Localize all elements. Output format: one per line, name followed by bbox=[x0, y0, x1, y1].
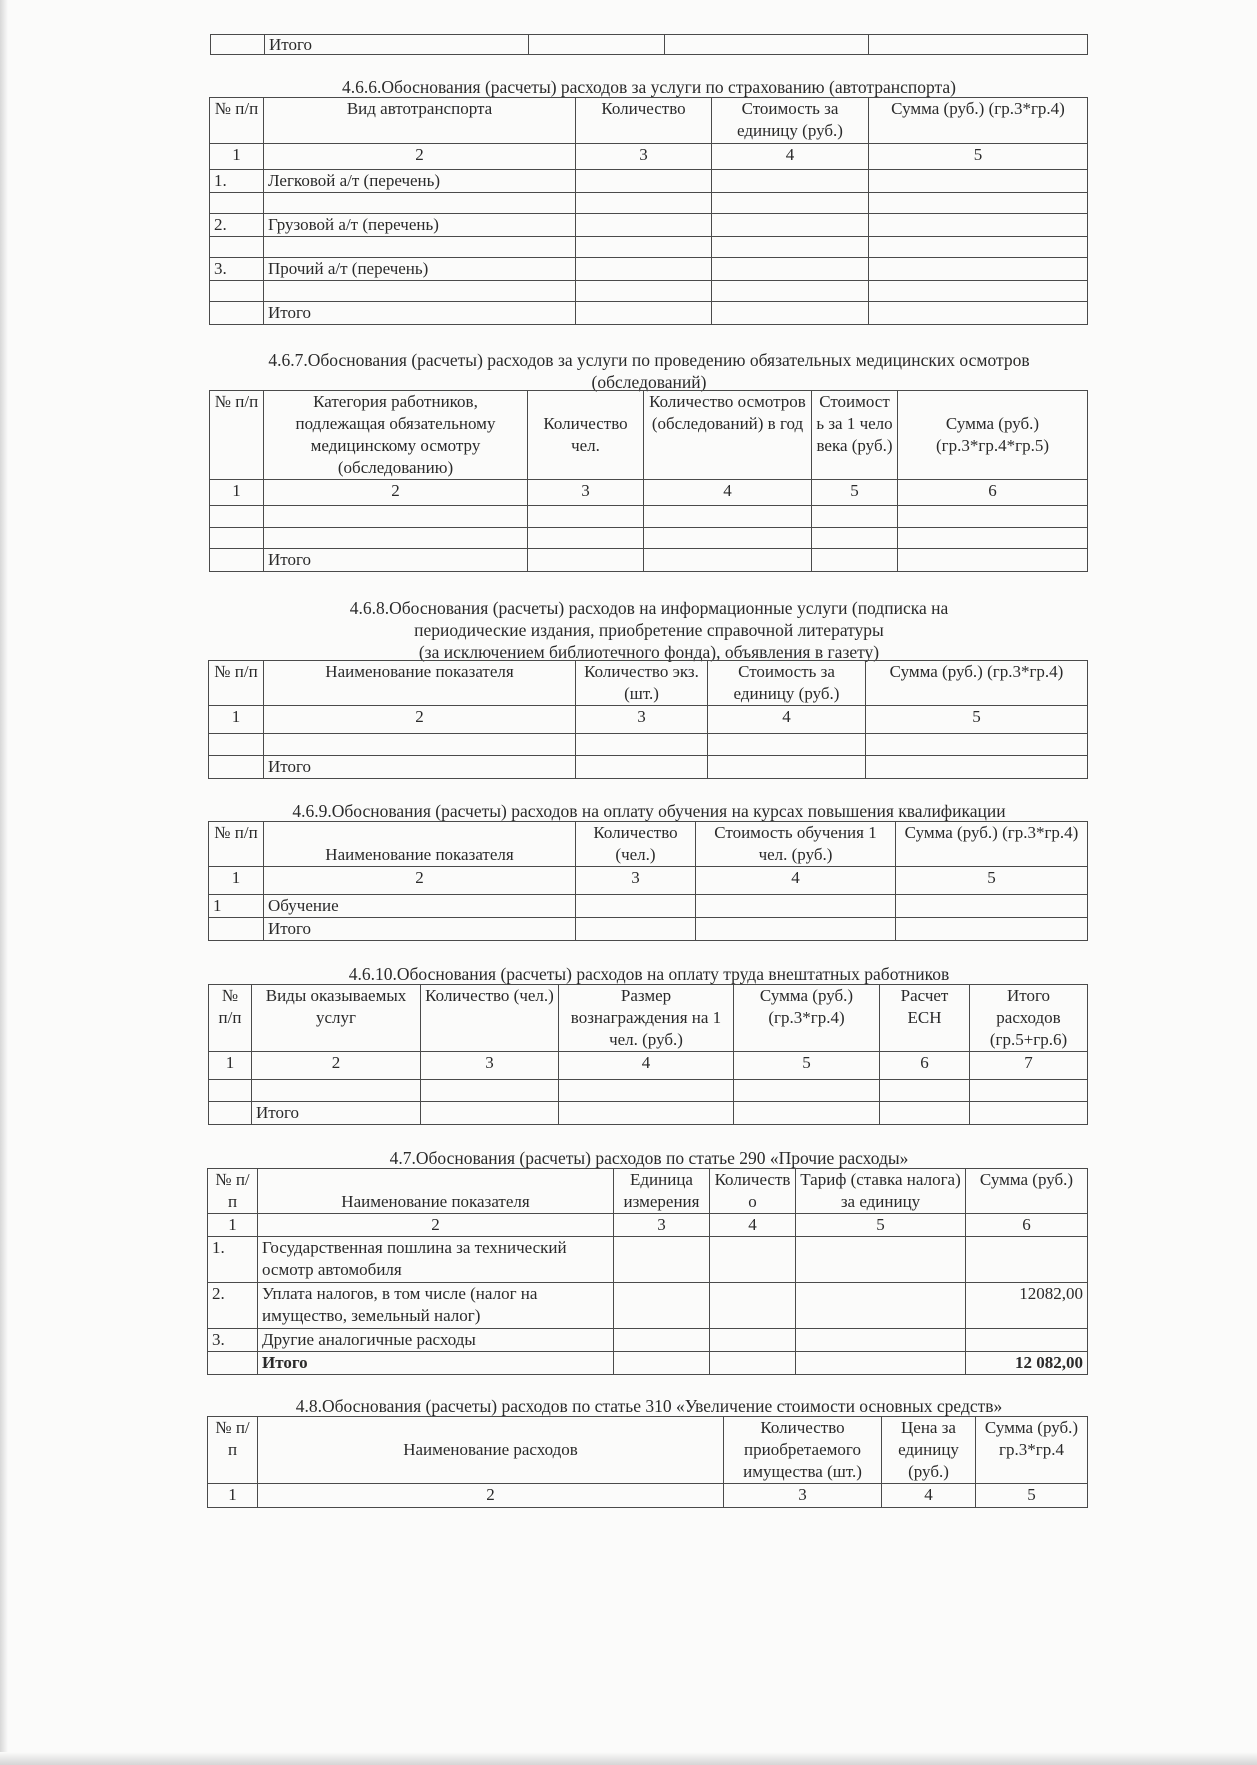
table-4-6-6 bbox=[209, 97, 1088, 325]
col-header: Стоимость за единицу (руб.) bbox=[712, 98, 869, 144]
itogo-label: Итого bbox=[264, 549, 528, 572]
table-row: 2. Уплата налогов, в том числе (налог на имущество, земельный налог) 12082,00 bbox=[208, 1283, 1088, 1329]
col-header: Сумма (руб.) (гр.3*гр.4) bbox=[869, 98, 1088, 144]
col-header: № п/п bbox=[210, 391, 264, 480]
itogo-sum: 12 082,00 bbox=[966, 1352, 1088, 1375]
col-header: Категория работников, подлежащая обязательному медицинскому осмотру (обследованию) bbox=[264, 391, 528, 480]
col-header: Количество осмотров (обследований) в год bbox=[644, 391, 812, 480]
col-number: 1 bbox=[210, 144, 264, 170]
section-title-4-6-8: 4.6.8.Обоснования (расчеты) расходов на информационные услуги (подписка на периодические издания, приобретение справочной литературы (за исключением библиотечного фонда), объявления в газету) bbox=[349, 598, 949, 662]
col-number: 3 bbox=[576, 144, 712, 170]
section-title-4-7: 4.7.Обоснования (расчеты) расходов по статье 290 «Прочие расходы» bbox=[389, 1148, 909, 1168]
section-title-4-6-9: 4.6.9.Обоснования (расчеты) расходов на оплату обучения на курсах повышения квалификации bbox=[292, 801, 1006, 821]
section-title-4-8: 4.8.Обоснования (расчеты) расходов по статье 310 «Увеличение стоимости основных средств» bbox=[295, 1396, 1003, 1416]
col-number: 2 bbox=[264, 144, 576, 170]
col-header: Сумма (руб.) (гр.3*гр.4*гр.5) bbox=[898, 391, 1088, 480]
table-4-6-10: № п/п Виды оказываемых услуг Количество (чел.) Размер вознаграждения на 1 чел. (руб.) Сумма (руб.) (гр.3*гр.4) Расчет ЕСН Итого расходов (гр.5+гр.6) 1 2 3 4 5 6 7 Итого bbox=[208, 984, 1088, 1125]
itogo-label: Итого bbox=[264, 302, 576, 325]
table-row: 3. Прочий а/т (перечень) bbox=[210, 258, 1088, 281]
itogo-label: Итого bbox=[265, 35, 529, 55]
scan-left-edge bbox=[0, 0, 8, 1765]
table-row: 3. Другие аналогичные расходы bbox=[208, 1329, 1088, 1352]
table-4-8: № п/п Наименование расходов Количество приобретаемого имущества (шт.) Цена за единицу (руб.) Сумма (руб.) гр.3*гр.4 1 2 3 4 5 bbox=[207, 1416, 1088, 1508]
itogo-label: Итого bbox=[258, 1352, 614, 1375]
table-4-6-9: № п/п Наименование показателя Количество (чел.) Стоимость обучения 1 чел. (руб.) Сумма (руб.) (гр.3*гр.4) 1 2 3 4 5 1 Обучение Итого bbox=[208, 821, 1088, 941]
col-header: Количество bbox=[576, 98, 712, 144]
itogo-label: Итого bbox=[252, 1102, 421, 1125]
col-header: № п/п bbox=[210, 98, 264, 144]
col-number: 4 bbox=[712, 144, 869, 170]
section-title-4-6-7: 4.6.7.Обоснования (расчеты) расходов за услуги по проведению обязательных медицинских осмотров (обследований) bbox=[268, 350, 1030, 392]
itogo-label: Итого bbox=[264, 918, 576, 941]
scan-bottom-edge bbox=[0, 1752, 1257, 1765]
table-row: 1. Легковой а/т (перечень) bbox=[210, 170, 1088, 193]
table-row: 1 Обучение bbox=[209, 895, 1088, 918]
table-4-6-8: № п/п Наименование показателя Количество экз. (шт.) Стоимость за единицу (руб.) Сумма (руб.) (гр.3*гр.4) 1 2 3 4 5 Итого bbox=[208, 660, 1088, 779]
col-number: 5 bbox=[869, 144, 1088, 170]
table-prev-tail bbox=[210, 34, 1088, 55]
table-4-6-7: № п/п Категория работников, подлежащая обязательному медицинскому осмотру (обследованию) Количество чел. Количество осмотров (обследований) в год Стоимость за 1 человека (руб.) Сумма (руб.) (гр.3*гр.4*гр.5) 1 2 3 4 5 6 Итого bbox=[209, 390, 1088, 572]
col-header: Вид автотранспорта bbox=[264, 98, 576, 144]
itogo-label: Итого bbox=[264, 756, 576, 779]
section-title-4-6-6: 4.6.6.Обоснования (расчеты) расходов за услуги по страхованию (автотранспорта) bbox=[342, 77, 956, 97]
table-4-7: № п/п Наименование показателя Единица измерения Количество Тариф (ставка налога) за единицу Сумма (руб.) 1 2 3 4 5 6 1. Государственная пошлина за технический осмотр автомобиля 2. Уплата налогов, в том числе (налог на имущество, земельный налог) 12082,00 3. Другие аналогичные расходы Итого 12 082,00 bbox=[207, 1168, 1088, 1375]
table-row: 1. Государственная пошлина за технический осмотр автомобиля bbox=[208, 1237, 1088, 1283]
table-row: 2. Грузовой а/т (перечень) bbox=[210, 214, 1088, 237]
section-title-4-6-10: 4.6.10.Обоснования (расчеты) расходов на оплату труда внештатных работников bbox=[348, 964, 950, 984]
col-header: Стоимость за 1 человека (руб.) bbox=[812, 391, 898, 480]
col-header: Количество чел. bbox=[528, 391, 644, 480]
